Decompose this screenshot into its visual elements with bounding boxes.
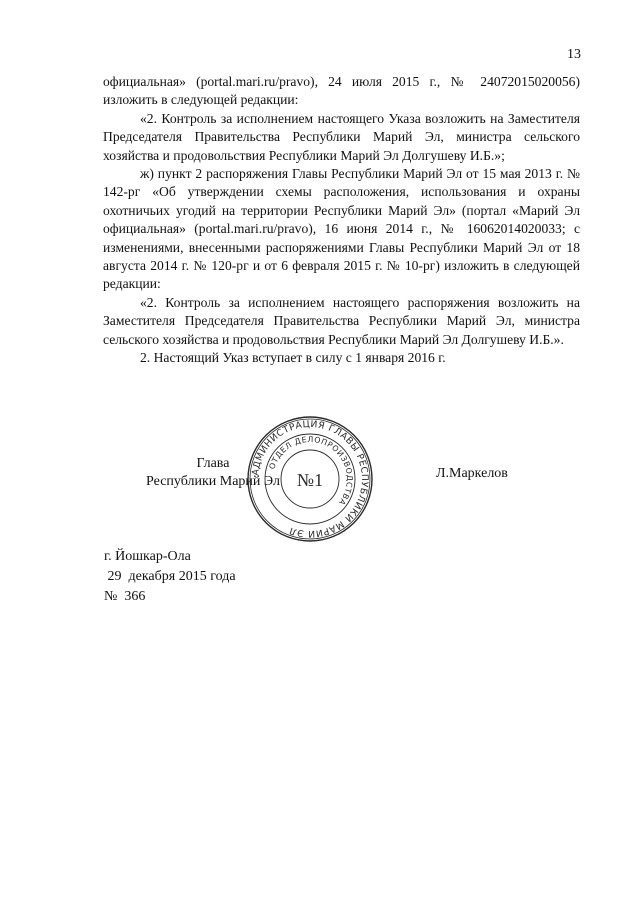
place-date-number bbox=[104, 547, 236, 607]
paragraph-quote-rasporyazhenie: «2. Контроль за исполнением настоящего распоряжения возложить на Заместителя Председателя Правительства Республики Марий Эл, министра сельского хозяйства и продовольствия Республики Марий Эл Долгушеву И.Б.». bbox=[103, 294, 580, 347]
paragraph-effective-date: 2. Настоящий Указ вступает в силу с 1 января 2016 г. bbox=[140, 350, 446, 366]
page-number: 13 bbox=[567, 47, 581, 62]
official-stamp bbox=[246, 415, 374, 543]
paragraph-continuation: официальная» (portal.mari.ru/pravo), 24 июля 2015 г., № 24072015020056) изложить в следующей редакции: bbox=[103, 74, 580, 108]
signatory-name: Л.Маркелов bbox=[436, 466, 508, 481]
stamp-center-number: №1 bbox=[296, 470, 324, 490]
signature-title-line1: Глава bbox=[196, 456, 230, 471]
stamp-inner-text: ОТДЕЛ ДЕЛОПРОИЗВОДСТВА bbox=[267, 434, 355, 508]
paragraph-item-zh: ж) пункт 2 распоряжения Главы Республики Марий Эл от 15 мая 2013 г. № 142-рг «Об утверждении схемы расположения, использования и охраны охотничьих угодий на территории Республики Марий Эл» (портал «Марий Эл официальная» (portal.mari.ru/pravo), 16 июня 2014 г., № 16062014020033; с изменениями, внесенными распоряжениями Главы Республики Марий Эл от 18 августа 2014 г. № 120-рг и от 6 февраля 2015 г. № 10-рг) изложить в следующей редакции: bbox=[103, 166, 580, 292]
document-body bbox=[103, 73, 580, 368]
city: г. Йошкар-Ола bbox=[104, 549, 191, 564]
signature-title-line2: Республики Марий Эл bbox=[146, 474, 280, 489]
document-number: № 366 bbox=[104, 589, 146, 604]
stamp-outer-text: АДМИНИСТРАЦИЯ ГЛАВЫ РЕСПУБЛИКИ МАРИЙ ЭЛ bbox=[250, 418, 371, 540]
paragraph-quote-ukaz: «2. Контроль за исполнением настоящего Указа возложить на Заместителя Председателя Правительства Республики Марий Эл, министра сельского хозяйства и продовольствия Республики Марий Эл Долгушеву И.Б.»; bbox=[103, 110, 580, 163]
document-date: 29 декабря 2015 года bbox=[104, 569, 236, 584]
